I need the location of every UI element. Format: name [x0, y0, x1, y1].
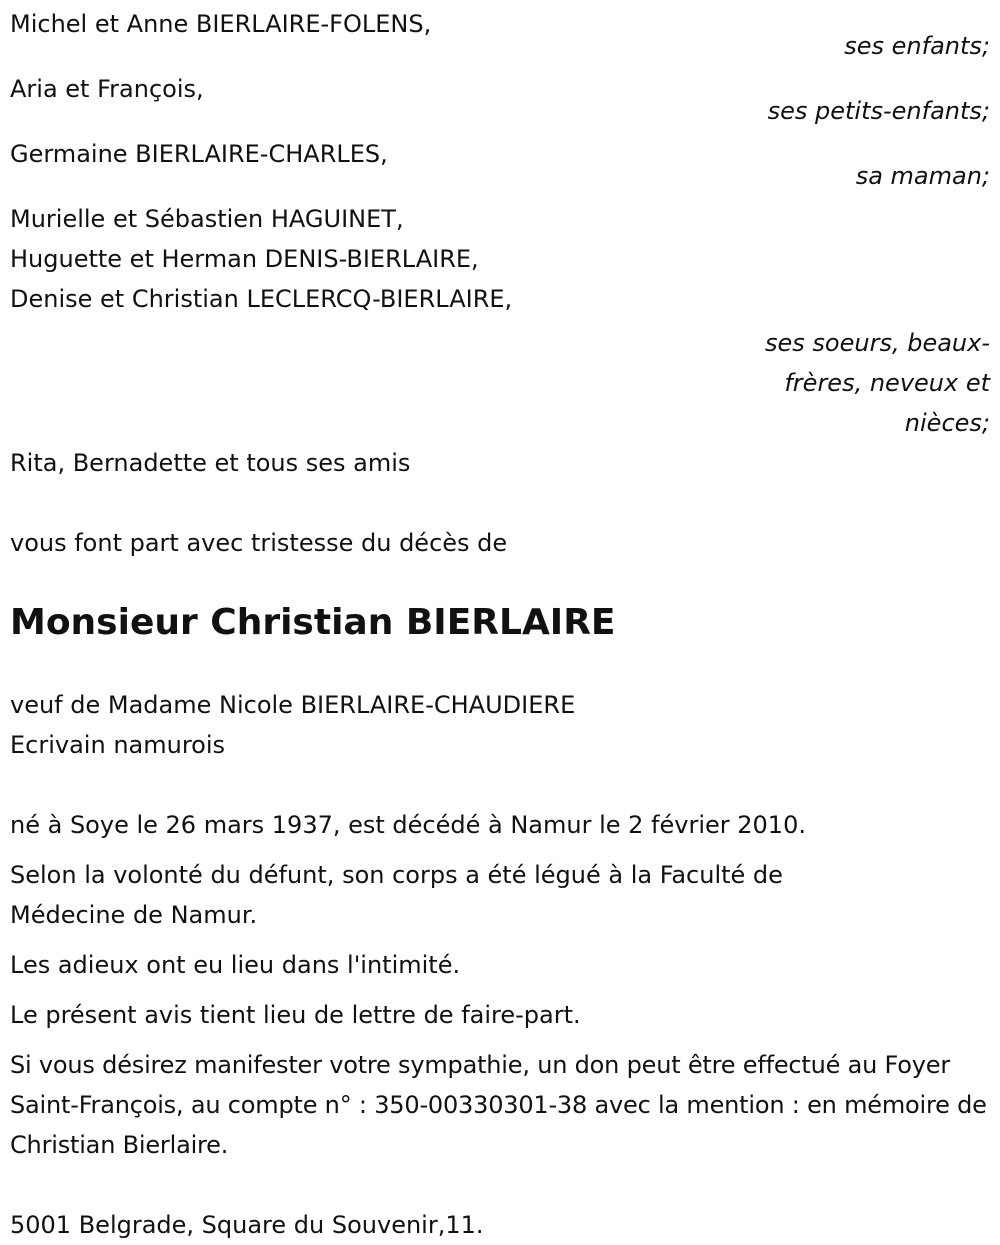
farewell-paragraph: Les adieux ont eu lieu dans l'intimité. — [10, 951, 461, 979]
donation-paragraph: Si vous désirez manifester votre sympathie, un don peut être effectué au Foyer Saint-François, au compte n° : 350-00330301-38 avec la mention : en mémoire de Christian Bierlaire. — [10, 1051, 987, 1159]
family-names-line: Huguette et Herman DENIS-BIERLAIRE, — [10, 245, 479, 273]
family-group-mother — [10, 134, 990, 196]
family-names-line: Germaine BIERLAIRE-CHARLES, — [10, 140, 388, 168]
birth-death-paragraph: né à Soye le 26 mars 1937, est décédé à Namur le 2 février 2010. — [10, 811, 806, 839]
family-names-line: Michel et Anne BIERLAIRE-FOLENS, — [10, 10, 432, 38]
occupation-line: Ecrivain namurois — [10, 731, 226, 759]
family-group-children — [10, 4, 990, 66]
notice-paragraph: Le présent avis tient lieu de lettre de faire-part. — [10, 1001, 581, 1029]
widower-line: veuf de Madame Nicole BIERLAIRE-CHAUDIERE — [10, 691, 576, 719]
family-relation: ses enfants; — [844, 32, 990, 60]
body-donation-paragraph: Selon la volonté du défunt, son corps a été légué à la Faculté de Médecine de Namur. — [10, 861, 783, 929]
family-names-line: Denise et Christian LECLERCQ-BIERLAIRE, — [10, 285, 513, 313]
deceased-name: Monsieur Christian BIERLAIRE — [10, 602, 616, 643]
announcement-line: vous font part avec tristesse du décès de — [10, 529, 508, 557]
family-group-siblings — [10, 199, 990, 443]
address-line: 5001 Belgrade, Square du Souvenir,11. — [10, 1211, 484, 1239]
obituary-notice — [10, 4, 990, 1245]
friends-line: Rita, Bernadette et tous ses amis — [10, 449, 411, 477]
family-names-line: Aria et François, — [10, 75, 204, 103]
family-relation: ses petits-enfants; — [767, 97, 990, 125]
family-relation: ses soeurs, beaux-frères, neveux et nièces; — [765, 329, 990, 437]
family-group-grandchildren — [10, 69, 990, 131]
family-relation: sa maman; — [855, 162, 990, 190]
family-names-line: Murielle et Sébastien HAGUINET, — [10, 205, 404, 233]
